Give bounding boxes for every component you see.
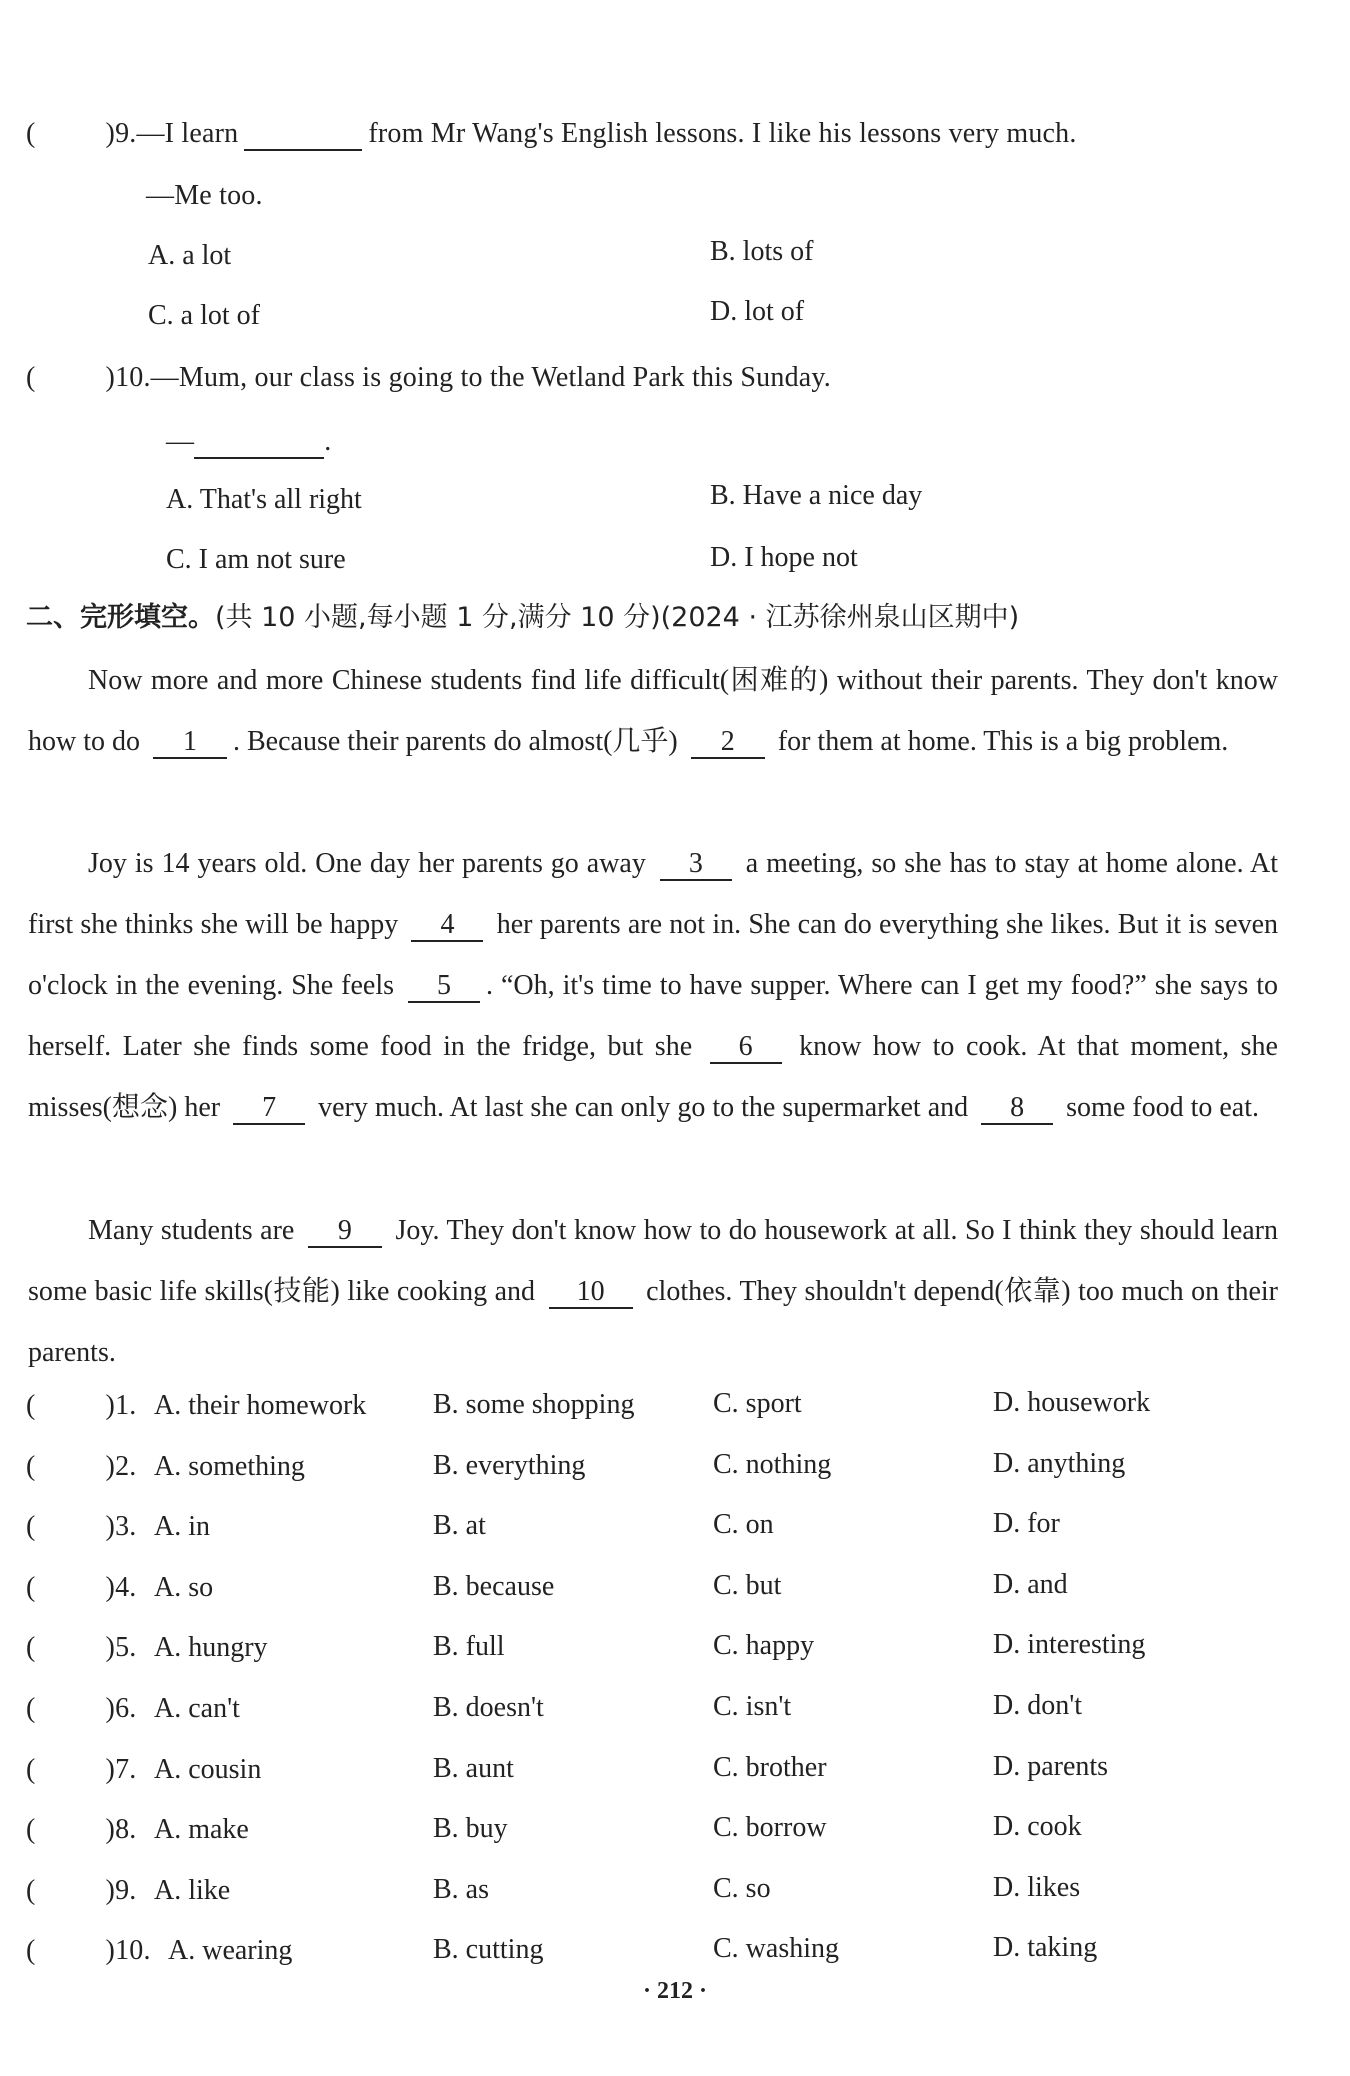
answer-paren-open: ( [26,1632,36,1663]
option-b: B. everything [433,1450,586,1481]
question-number: 5. [115,1632,137,1663]
option-c: C. borrow [713,1812,827,1843]
answer-paren-open: ( [26,1875,36,1906]
option-d: D. interesting [993,1629,1146,1660]
option-d: D. for [993,1508,1060,1539]
answer-blank[interactable] [244,119,362,151]
answer-paren-close: ) [105,362,116,393]
option-c: C. a lot of [148,300,260,331]
answer-paren-open: ( [26,1754,36,1785]
cloze-blank[interactable]: 4 [411,910,483,942]
question-stem-pre: —I learn [136,118,239,149]
passage-paragraph-3: Many students are 9 Joy. They don't know how to do housework at all. So I think they should learn some basic life skills(技能) like cooking and 10 clothes. They shouldn't depend(依靠) too much on their parents. [28,1215,1278,1368]
question-number: 9. [115,1875,137,1906]
cloze-blank[interactable]: 5 [408,971,480,1003]
answer-paren-close: ) [105,1511,116,1542]
answer-paren-close: ) [105,1875,116,1906]
reply-dash: — [166,426,195,457]
question-number: 6. [115,1693,137,1724]
answer-paren-open: ( [26,362,36,393]
question-number: 2. [115,1451,137,1482]
option-b: B. as [433,1874,489,1905]
answer-paren-close: ) [105,1693,116,1724]
answer-paren-close: ) [105,1632,116,1663]
option-c: C. sport [713,1388,802,1419]
option-b: B. at [433,1510,486,1541]
option-a: A. make [154,1814,249,1845]
option-b: B. cutting [433,1934,544,1965]
option-a: A. can't [154,1693,240,1724]
answer-paren-open: ( [26,118,36,149]
question-number: 9. [115,118,137,149]
cloze-blank[interactable]: 2 [691,727,765,759]
cloze-blank[interactable]: 6 [710,1032,782,1064]
option-c: C. on [713,1509,774,1540]
cloze-question [26,1570,136,1606]
answer-paren-close: ) [105,1814,116,1845]
cloze-question [26,1449,136,1485]
option-a: A. hungry [154,1632,268,1663]
passage-paragraph-2: Joy is 14 years old. One day her parents go away 3 a meeting, so she has to stay at home alone. At first she thinks she will be happy 4 her parents are not in. She can do everything she likes. But it is seven o'clock in the evening. She feels 5 . “Oh, it's time to have supper. Where can I get my food?” she says to herself. Later she finds some food in the fridge, but she 6 know how to cook. At that moment, she misses(想念) her 7 very much. At last she can only go to the supermarket and 8 some food to eat. [28,848,1278,1123]
answer-paren-close: ) [105,1451,116,1482]
option-c: C. happy [713,1630,815,1661]
option-d: D. anything [993,1448,1126,1479]
answer-paren-close: ) [105,1935,116,1966]
cloze-question [26,1933,151,1969]
question-stem: —Mum, our class is going to the Wetland Park this Sunday. [150,362,831,393]
section-info: (共 10 小题,每小题 1 分,满分 10 分)(2024 · 江苏徐州泉山区期中) [215,602,1020,633]
answer-paren-open: ( [26,1814,36,1845]
option-a: A. a lot [148,240,232,271]
question-number: 10. [115,1935,151,1966]
cloze-question [26,1388,136,1424]
answer-paren-open: ( [26,1511,36,1542]
reply-period: . [324,426,332,457]
option-a: A. wearing [168,1935,293,1966]
option-d: D. I hope not [710,542,858,573]
cloze-question [26,1752,136,1788]
option-d: D. don't [993,1690,1083,1721]
cloze-question [26,1630,136,1666]
answer-paren-open: ( [26,1451,36,1482]
option-d: D. parents [993,1751,1109,1782]
page-number: · 212 · [642,1978,707,2004]
answer-blank[interactable] [194,427,324,459]
question-10-reply [166,424,331,460]
option-a: A. That's all right [166,484,362,515]
option-d: D. taking [993,1932,1098,1963]
section-title: 二、完形填空。 [26,602,215,633]
question-stem-post: from Mr Wang's English lessons. I like his lessons very much. [368,118,1077,149]
cloze-blank[interactable]: 1 [153,727,227,759]
cloze-question [26,1691,136,1727]
question-10 [26,360,831,396]
option-b: B. buy [433,1813,508,1844]
option-a: A. something [154,1451,305,1482]
option-c: C. so [713,1873,771,1904]
cloze-blank[interactable]: 9 [308,1216,382,1248]
answer-paren-close: ) [105,1572,116,1603]
question-number: 8. [115,1814,137,1845]
answer-paren-open: ( [26,1390,36,1421]
option-c: C. nothing [713,1449,832,1480]
cloze-question [26,1509,136,1545]
option-a: A. their homework [154,1390,367,1421]
answer-paren-open: ( [26,1693,36,1724]
option-b: B. Have a nice day [710,480,923,511]
question-9 [26,116,1077,152]
question-number: 3. [115,1511,137,1542]
option-d: D. housework [993,1387,1151,1418]
option-d: D. and [993,1569,1068,1600]
option-b: B. full [433,1631,505,1662]
answer-paren-close: ) [105,118,116,149]
question-number: 4. [115,1572,137,1603]
option-a: A. cousin [154,1754,262,1785]
option-a: A. like [154,1875,231,1906]
option-d: D. likes [993,1872,1081,1903]
option-b: B. some shopping [433,1389,635,1420]
cloze-question [26,1873,136,1909]
option-b: B. doesn't [433,1692,544,1723]
option-d: D. cook [993,1811,1082,1842]
option-c: C. washing [713,1933,839,1964]
option-c: C. brother [713,1752,827,1783]
option-b: B. because [433,1571,555,1602]
cloze-blank[interactable]: 10 [549,1277,633,1309]
option-a: A. so [154,1572,214,1603]
question-9-reply: —Me too. [146,180,263,211]
question-number: 1. [115,1390,137,1421]
answer-paren-close: ) [105,1754,116,1785]
question-number: 7. [115,1754,137,1785]
section-heading [26,600,1019,636]
passage-paragraph-1: Now more and more Chinese students find life difficult(困难的) without their parents. They don't know how to do 1 . Because their parents do almost(几乎) 2 for them at home. This is a big problem. [28,665,1278,757]
question-number: 10. [115,362,151,393]
option-c: C. isn't [713,1691,792,1722]
option-c: C. I am not sure [166,544,346,575]
answer-paren-open: ( [26,1935,36,1966]
answer-paren-open: ( [26,1572,36,1603]
option-c: C. but [713,1570,782,1601]
option-b: B. aunt [433,1753,514,1784]
answer-paren-close: ) [105,1390,116,1421]
option-a: A. in [154,1511,210,1542]
option-d: D. lot of [710,296,805,327]
option-b: B. lots of [710,236,814,267]
cloze-blank[interactable]: 7 [233,1093,305,1125]
cloze-blank[interactable]: 3 [660,849,732,881]
cloze-question [26,1812,136,1848]
cloze-blank[interactable]: 8 [981,1093,1053,1125]
